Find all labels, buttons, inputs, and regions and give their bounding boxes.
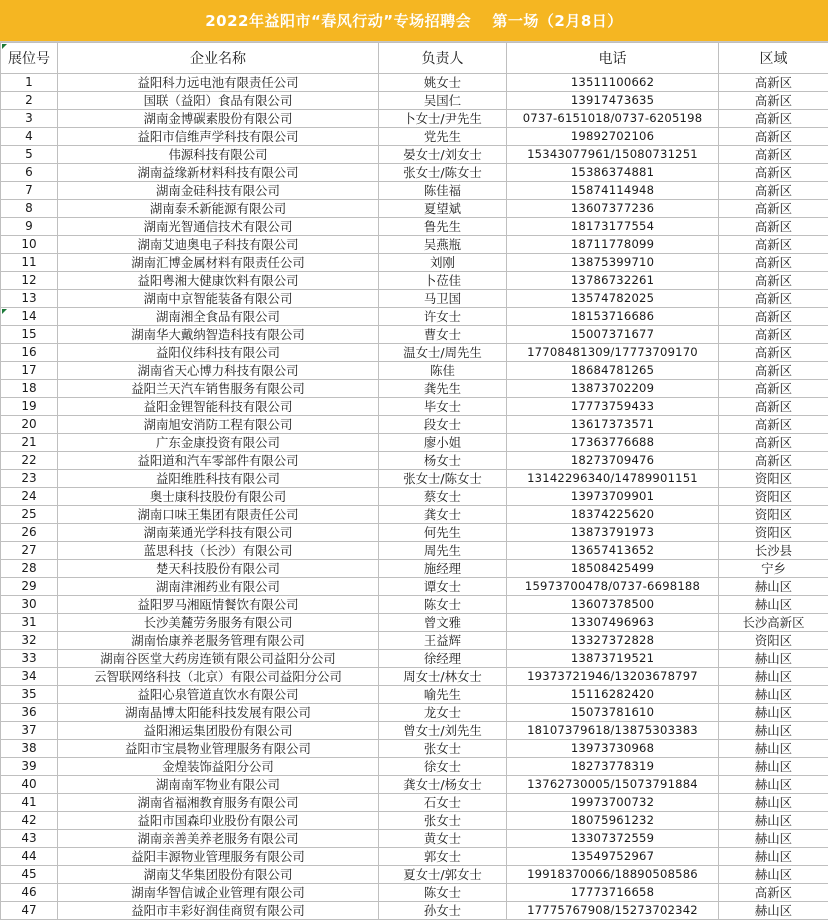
district-cell[interactable]: 高新区 [719, 434, 828, 452]
phone-cell[interactable]: 18273778319 [507, 758, 719, 776]
contact-person-cell[interactable]: 毕女士 [379, 398, 507, 416]
table-row [1, 146, 828, 164]
contact-person-cell[interactable]: 龙女士 [379, 704, 507, 722]
company-name-cell[interactable]: 伟源科技有限公司 [58, 146, 379, 164]
phone-cell[interactable]: 17773716658 [507, 884, 719, 902]
district-cell[interactable]: 高新区 [719, 74, 828, 92]
contact-person-cell[interactable]: 陈女士 [379, 884, 507, 902]
booth-number-cell[interactable]: 19 [1, 398, 58, 416]
district-cell[interactable]: 赫山区 [719, 902, 828, 920]
booth-number-cell[interactable]: 4 [1, 128, 58, 146]
contact-person-cell[interactable]: 徐经理 [379, 650, 507, 668]
phone-cell[interactable]: 15116282420 [507, 686, 719, 704]
contact-person-cell[interactable]: 蔡女士 [379, 488, 507, 506]
contact-person-cell[interactable]: 谭女士 [379, 578, 507, 596]
company-name-cell[interactable]: 益阳兰天汽车销售服务有限公司 [58, 380, 379, 398]
phone-cell[interactable]: 18684781265 [507, 362, 719, 380]
district-cell[interactable]: 赫山区 [719, 578, 828, 596]
phone-cell[interactable]: 15386374881 [507, 164, 719, 182]
contact-person-cell[interactable]: 曾文雅 [379, 614, 507, 632]
phone-cell[interactable]: 13873791973 [507, 524, 719, 542]
booth-number-cell[interactable]: 24 [1, 488, 58, 506]
contact-person-cell[interactable]: 卜女士/尹先生 [379, 110, 507, 128]
contact-person-cell[interactable]: 石女士 [379, 794, 507, 812]
phone-cell[interactable]: 18711778099 [507, 236, 719, 254]
company-name-cell[interactable]: 湖南益缘新材料科技有限公司 [58, 164, 379, 182]
contact-person-cell[interactable]: 夏女士/郭女士 [379, 866, 507, 884]
table-row [1, 362, 828, 380]
phone-cell[interactable]: 19918370066/18890508586 [507, 866, 719, 884]
company-name-cell[interactable]: 湖南中京智能装备有限公司 [58, 290, 379, 308]
company-name-cell[interactable]: 湖南旭安消防工程有限公司 [58, 416, 379, 434]
company-name-cell[interactable]: 湖南艾华集团股份有限公司 [58, 866, 379, 884]
phone-cell[interactable]: 13657413652 [507, 542, 719, 560]
table-row [1, 218, 828, 236]
booth-number-cell[interactable]: 11 [1, 254, 58, 272]
table-row [1, 434, 828, 452]
phone-cell[interactable]: 15073781610 [507, 704, 719, 722]
district-cell[interactable]: 高新区 [719, 92, 828, 110]
company-name-cell[interactable]: 益阳市信维声学科技有限公司 [58, 128, 379, 146]
booth-number-cell[interactable]: 2 [1, 92, 58, 110]
phone-cell[interactable]: 15007371677 [507, 326, 719, 344]
phone-cell[interactable]: 13607377236 [507, 200, 719, 218]
phone-cell[interactable]: 13607378500 [507, 596, 719, 614]
phone-cell[interactable]: 13786732261 [507, 272, 719, 290]
company-name-cell[interactable]: 湖南艾迪奥电子科技有限公司 [58, 236, 379, 254]
booth-number-cell[interactable]: 6 [1, 164, 58, 182]
phone-cell[interactable]: 13327372828 [507, 632, 719, 650]
company-name-cell[interactable]: 益阳金锂智能科技有限公司 [58, 398, 379, 416]
booth-number-cell[interactable]: 41 [1, 794, 58, 812]
company-name-cell[interactable]: 益阳丰源物业管理服务有限公司 [58, 848, 379, 866]
table-row [1, 794, 828, 812]
phone-cell[interactable]: 17708481309/17773709170 [507, 344, 719, 362]
table-row [1, 812, 828, 830]
contact-person-cell[interactable]: 施经理 [379, 560, 507, 578]
district-cell[interactable]: 高新区 [719, 200, 828, 218]
district-cell[interactable]: 高新区 [719, 884, 828, 902]
district-cell[interactable]: 高新区 [719, 236, 828, 254]
company-name-cell[interactable]: 湖南华智信诚企业管理有限公司 [58, 884, 379, 902]
district-cell[interactable]: 高新区 [719, 416, 828, 434]
phone-cell[interactable]: 13511100662 [507, 74, 719, 92]
company-name-cell[interactable]: 益阳湘运集团股份有限公司 [58, 722, 379, 740]
booth-number-cell[interactable]: 5 [1, 146, 58, 164]
phone-cell[interactable]: 15973700478/0737-6698188 [507, 578, 719, 596]
table-row [1, 560, 828, 578]
company-name-cell[interactable]: 益阳道和汽车零部件有限公司 [58, 452, 379, 470]
booth-number-cell[interactable]: 30 [1, 596, 58, 614]
table-row [1, 542, 828, 560]
district-cell[interactable]: 长沙县 [719, 542, 828, 560]
contact-person-cell[interactable]: 吴国仁 [379, 92, 507, 110]
contact-person-cell[interactable]: 吴燕瓶 [379, 236, 507, 254]
table-row [1, 632, 828, 650]
recruitment-table [0, 42, 828, 920]
table-row [1, 848, 828, 866]
district-cell[interactable]: 资阳区 [719, 470, 828, 488]
table-row [1, 110, 828, 128]
phone-cell[interactable]: 18107379618/13875303383 [507, 722, 719, 740]
booth-number-cell[interactable]: 35 [1, 686, 58, 704]
company-name-cell[interactable]: 益阳市国森印业股份有限公司 [58, 812, 379, 830]
booth-number-cell[interactable]: 7 [1, 182, 58, 200]
booth-number-cell[interactable]: 31 [1, 614, 58, 632]
company-name-cell[interactable]: 湖南口味王集团有限责任公司 [58, 506, 379, 524]
table-body [1, 74, 828, 920]
booth-number-cell[interactable]: 38 [1, 740, 58, 758]
phone-cell[interactable]: 18273709476 [507, 452, 719, 470]
contact-person-cell[interactable]: 温女士/周先生 [379, 344, 507, 362]
table-row [1, 704, 828, 722]
header-row [1, 43, 828, 74]
booth-number-cell[interactable]: 21 [1, 434, 58, 452]
phone-cell[interactable]: 13142296340/14789901151 [507, 470, 719, 488]
phone-cell[interactable]: 13617373571 [507, 416, 719, 434]
contact-person-cell[interactable]: 喻先生 [379, 686, 507, 704]
district-cell[interactable]: 赫山区 [719, 704, 828, 722]
table-row [1, 596, 828, 614]
header-booth-number[interactable]: 展位号 [1, 43, 58, 74]
booth-number-cell[interactable]: 47 [1, 902, 58, 920]
company-name-cell[interactable]: 国联（益阳）食品有限公司 [58, 92, 379, 110]
contact-person-cell[interactable]: 黄女士 [379, 830, 507, 848]
district-cell[interactable]: 高新区 [719, 380, 828, 398]
table-row [1, 722, 828, 740]
contact-person-cell[interactable]: 夏望斌 [379, 200, 507, 218]
company-name-cell[interactable]: 奥士康科技股份有限公司 [58, 488, 379, 506]
booth-number-cell[interactable]: 32 [1, 632, 58, 650]
table-row [1, 830, 828, 848]
company-name-cell[interactable]: 湖南谷医堂大药房连锁有限公司益阳分公司 [58, 650, 379, 668]
district-cell[interactable]: 高新区 [719, 344, 828, 362]
contact-person-cell[interactable]: 许女士 [379, 308, 507, 326]
phone-cell[interactable]: 13917473635 [507, 92, 719, 110]
phone-cell[interactable]: 13973730968 [507, 740, 719, 758]
district-cell[interactable]: 赫山区 [719, 686, 828, 704]
booth-number-cell[interactable]: 9 [1, 218, 58, 236]
phone-cell[interactable]: 13307372559 [507, 830, 719, 848]
district-cell[interactable]: 赫山区 [719, 650, 828, 668]
phone-cell[interactable]: 17775767908/15273702342 [507, 902, 719, 920]
header-phone[interactable]: 电话 [507, 43, 719, 74]
contact-person-cell[interactable]: 孙女士 [379, 902, 507, 920]
district-cell[interactable]: 赫山区 [719, 722, 828, 740]
booth-number-cell[interactable]: 26 [1, 524, 58, 542]
district-cell[interactable]: 赫山区 [719, 866, 828, 884]
table-row [1, 758, 828, 776]
contact-person-cell[interactable]: 陈佳福 [379, 182, 507, 200]
contact-person-cell[interactable]: 张女士/陈女士 [379, 470, 507, 488]
table-row [1, 74, 828, 92]
district-cell[interactable]: 长沙高新区 [719, 614, 828, 632]
phone-cell[interactable]: 13307496963 [507, 614, 719, 632]
district-cell[interactable]: 高新区 [719, 146, 828, 164]
district-cell[interactable]: 高新区 [719, 308, 828, 326]
contact-person-cell[interactable]: 龚女士/杨女士 [379, 776, 507, 794]
phone-cell[interactable]: 15874114948 [507, 182, 719, 200]
table-row [1, 254, 828, 272]
table-row [1, 398, 828, 416]
company-name-cell[interactable]: 长沙美麓劳务服务有限公司 [58, 614, 379, 632]
contact-person-cell[interactable]: 鲁先生 [379, 218, 507, 236]
company-name-cell[interactable]: 益阳维胜科技有限公司 [58, 470, 379, 488]
district-cell[interactable]: 高新区 [719, 452, 828, 470]
table-row [1, 902, 828, 920]
company-name-cell[interactable]: 益阳心泉管道直饮水有限公司 [58, 686, 379, 704]
company-name-cell[interactable]: 益阳科力远电池有限责任公司 [58, 74, 379, 92]
contact-person-cell[interactable]: 曹女士 [379, 326, 507, 344]
booth-number-cell[interactable]: 15 [1, 326, 58, 344]
phone-cell[interactable]: 17363776688 [507, 434, 719, 452]
table-row [1, 740, 828, 758]
company-name-cell[interactable]: 湖南省天心博力科技有限公司 [58, 362, 379, 380]
company-name-cell[interactable]: 湖南莱通光学科技有限公司 [58, 524, 379, 542]
company-name-cell[interactable]: 益阳粤湘大健康饮料有限公司 [58, 272, 379, 290]
booth-number-cell[interactable]: 29 [1, 578, 58, 596]
district-cell[interactable]: 赫山区 [719, 776, 828, 794]
district-cell[interactable]: 资阳区 [719, 488, 828, 506]
booth-number-cell[interactable]: 12 [1, 272, 58, 290]
contact-person-cell[interactable]: 龚先生 [379, 380, 507, 398]
table-row [1, 578, 828, 596]
contact-person-cell[interactable]: 姚女士 [379, 74, 507, 92]
company-name-cell[interactable]: 湖南亲善美养老服务有限公司 [58, 830, 379, 848]
phone-cell[interactable]: 18075961232 [507, 812, 719, 830]
table-row [1, 686, 828, 704]
district-cell[interactable]: 赫山区 [719, 812, 828, 830]
table-row [1, 290, 828, 308]
district-cell[interactable]: 高新区 [719, 128, 828, 146]
district-cell[interactable]: 高新区 [719, 398, 828, 416]
booth-number-cell[interactable]: 37 [1, 722, 58, 740]
phone-cell[interactable]: 19973700732 [507, 794, 719, 812]
phone-cell[interactable]: 15343077961/15080731251 [507, 146, 719, 164]
booth-number-cell[interactable]: 34 [1, 668, 58, 686]
district-cell[interactable]: 赫山区 [719, 596, 828, 614]
district-cell[interactable]: 高新区 [719, 182, 828, 200]
booth-number-cell[interactable]: 22 [1, 452, 58, 470]
booth-number-cell[interactable]: 20 [1, 416, 58, 434]
booth-number-cell[interactable]: 45 [1, 866, 58, 884]
header-company-name[interactable]: 企业名称 [58, 43, 379, 74]
district-cell[interactable]: 资阳区 [719, 632, 828, 650]
district-cell[interactable]: 高新区 [719, 326, 828, 344]
table-row [1, 236, 828, 254]
booth-number-cell[interactable]: 16 [1, 344, 58, 362]
booth-number-cell[interactable]: 14 [1, 308, 58, 326]
district-cell[interactable]: 赫山区 [719, 668, 828, 686]
district-cell[interactable]: 高新区 [719, 362, 828, 380]
table-row [1, 488, 828, 506]
contact-person-cell[interactable]: 段女士 [379, 416, 507, 434]
contact-person-cell[interactable]: 张女士/陈女士 [379, 164, 507, 182]
contact-person-cell[interactable]: 龚女士 [379, 506, 507, 524]
company-name-cell[interactable]: 湖南泰禾新能源有限公司 [58, 200, 379, 218]
booth-number-cell[interactable]: 33 [1, 650, 58, 668]
phone-cell[interactable]: 0737-6151018/0737-6205198 [507, 110, 719, 128]
table-row [1, 380, 828, 398]
table-row [1, 884, 828, 902]
table-row [1, 524, 828, 542]
phone-cell[interactable]: 13873719521 [507, 650, 719, 668]
phone-cell[interactable]: 18508425499 [507, 560, 719, 578]
company-name-cell[interactable]: 益阳市宝晨物业管理服务有限公司 [58, 740, 379, 758]
company-name-cell[interactable]: 湖南金博碳素股份有限公司 [58, 110, 379, 128]
district-cell[interactable]: 赫山区 [719, 848, 828, 866]
phone-cell[interactable]: 18173177554 [507, 218, 719, 236]
contact-person-cell[interactable]: 郭女士 [379, 848, 507, 866]
booth-number-cell[interactable]: 46 [1, 884, 58, 902]
district-cell[interactable]: 资阳区 [719, 524, 828, 542]
contact-person-cell[interactable]: 刘刚 [379, 254, 507, 272]
table-row [1, 344, 828, 362]
table-row [1, 416, 828, 434]
district-cell[interactable]: 高新区 [719, 218, 828, 236]
contact-person-cell[interactable]: 徐女士 [379, 758, 507, 776]
contact-person-cell[interactable]: 廖小姐 [379, 434, 507, 452]
company-name-cell[interactable]: 益阳罗马湘瓯情餐饮有限公司 [58, 596, 379, 614]
phone-cell[interactable]: 13762730005/15073791884 [507, 776, 719, 794]
phone-cell[interactable]: 18374225620 [507, 506, 719, 524]
sheet-title: 2022年益阳市“春风行动”专场招聘会 第一场（2月8日） [0, 0, 828, 42]
phone-cell[interactable]: 13973709901 [507, 488, 719, 506]
booth-number-cell[interactable]: 40 [1, 776, 58, 794]
company-name-cell[interactable]: 湖南南军物业有限公司 [58, 776, 379, 794]
company-name-cell[interactable]: 湖南省福湘教育服务有限公司 [58, 794, 379, 812]
contact-person-cell[interactable]: 党先生 [379, 128, 507, 146]
table-row [1, 92, 828, 110]
table-row [1, 272, 828, 290]
booth-number-cell[interactable]: 25 [1, 506, 58, 524]
booth-number-cell[interactable]: 23 [1, 470, 58, 488]
contact-person-cell[interactable]: 马卫国 [379, 290, 507, 308]
contact-person-cell[interactable]: 何先生 [379, 524, 507, 542]
booth-number-cell[interactable]: 1 [1, 74, 58, 92]
contact-person-cell[interactable]: 陈女士 [379, 596, 507, 614]
district-cell[interactable]: 资阳区 [719, 506, 828, 524]
company-name-cell[interactable]: 益阳仪纬科技有限公司 [58, 344, 379, 362]
contact-person-cell[interactable]: 曾女士/刘先生 [379, 722, 507, 740]
booth-number-cell[interactable]: 3 [1, 110, 58, 128]
booth-number-cell[interactable]: 27 [1, 542, 58, 560]
booth-number-cell[interactable]: 39 [1, 758, 58, 776]
booth-number-cell[interactable]: 28 [1, 560, 58, 578]
phone-cell[interactable]: 17773759433 [507, 398, 719, 416]
table-row [1, 650, 828, 668]
booth-number-cell[interactable]: 18 [1, 380, 58, 398]
contact-person-cell[interactable]: 周女士/林女士 [379, 668, 507, 686]
phone-cell[interactable]: 18153716686 [507, 308, 719, 326]
contact-person-cell[interactable]: 张女士 [379, 740, 507, 758]
district-cell[interactable]: 赫山区 [719, 830, 828, 848]
district-cell[interactable]: 高新区 [719, 254, 828, 272]
company-name-cell[interactable]: 湖南怡康养老服务管理有限公司 [58, 632, 379, 650]
table-row [1, 128, 828, 146]
company-name-cell[interactable]: 楚天科技股份有限公司 [58, 560, 379, 578]
header-district[interactable]: 区域 [719, 43, 828, 74]
header-contact-person[interactable]: 负责人 [379, 43, 507, 74]
company-name-cell[interactable]: 金煌装饰益阳分公司 [58, 758, 379, 776]
phone-cell[interactable]: 13873702209 [507, 380, 719, 398]
company-name-cell[interactable]: 湖南金硅科技有限公司 [58, 182, 379, 200]
table-row [1, 326, 828, 344]
booth-number-cell[interactable]: 44 [1, 848, 58, 866]
booth-number-cell[interactable]: 10 [1, 236, 58, 254]
table-row [1, 200, 828, 218]
company-name-cell[interactable]: 湖南晶博太阳能科技发展有限公司 [58, 704, 379, 722]
phone-cell[interactable]: 13875399710 [507, 254, 719, 272]
booth-number-cell[interactable]: 36 [1, 704, 58, 722]
district-cell[interactable]: 高新区 [719, 272, 828, 290]
contact-person-cell[interactable]: 陈佳 [379, 362, 507, 380]
table-row [1, 308, 828, 326]
company-name-cell[interactable]: 湖南湘全食品有限公司 [58, 308, 379, 326]
company-name-cell[interactable]: 湖南汇博金属材料有限责任公司 [58, 254, 379, 272]
phone-cell[interactable]: 19373721946/13203678797 [507, 668, 719, 686]
table-row [1, 776, 828, 794]
district-cell[interactable]: 赫山区 [719, 740, 828, 758]
booth-number-cell[interactable]: 8 [1, 200, 58, 218]
booth-number-cell[interactable]: 43 [1, 830, 58, 848]
company-name-cell[interactable]: 湖南华大戴纳智造科技有限公司 [58, 326, 379, 344]
table-row [1, 866, 828, 884]
contact-person-cell[interactable]: 王益辉 [379, 632, 507, 650]
phone-cell[interactable]: 19892702106 [507, 128, 719, 146]
contact-person-cell[interactable]: 晏女士/刘女士 [379, 146, 507, 164]
district-cell[interactable]: 赫山区 [719, 758, 828, 776]
company-name-cell[interactable]: 蓝思科技（长沙）有限公司 [58, 542, 379, 560]
table-row [1, 614, 828, 632]
district-cell[interactable]: 高新区 [719, 164, 828, 182]
contact-person-cell[interactable]: 卜莅佳 [379, 272, 507, 290]
table-row [1, 164, 828, 182]
table-row [1, 506, 828, 524]
company-name-cell[interactable]: 广东金康投资有限公司 [58, 434, 379, 452]
contact-person-cell[interactable]: 张女士 [379, 812, 507, 830]
company-name-cell[interactable]: 湖南津湘药业有限公司 [58, 578, 379, 596]
table-row [1, 452, 828, 470]
booth-number-cell[interactable]: 13 [1, 290, 58, 308]
table-row [1, 668, 828, 686]
phone-cell[interactable]: 13549752967 [507, 848, 719, 866]
company-name-cell[interactable]: 云智联网络科技（北京）有限公司益阳分公司 [58, 668, 379, 686]
district-cell[interactable]: 赫山区 [719, 794, 828, 812]
table-row [1, 182, 828, 200]
district-cell[interactable]: 宁乡 [719, 560, 828, 578]
district-cell[interactable]: 高新区 [719, 290, 828, 308]
contact-person-cell[interactable]: 周先生 [379, 542, 507, 560]
company-name-cell[interactable]: 湖南光智通信技术有限公司 [58, 218, 379, 236]
district-cell[interactable]: 高新区 [719, 110, 828, 128]
contact-person-cell[interactable]: 杨女士 [379, 452, 507, 470]
company-name-cell[interactable]: 益阳市丰彩好润佳商贸有限公司 [58, 902, 379, 920]
table-row [1, 470, 828, 488]
booth-number-cell[interactable]: 17 [1, 362, 58, 380]
booth-number-cell[interactable]: 42 [1, 812, 58, 830]
phone-cell[interactable]: 13574782025 [507, 290, 719, 308]
